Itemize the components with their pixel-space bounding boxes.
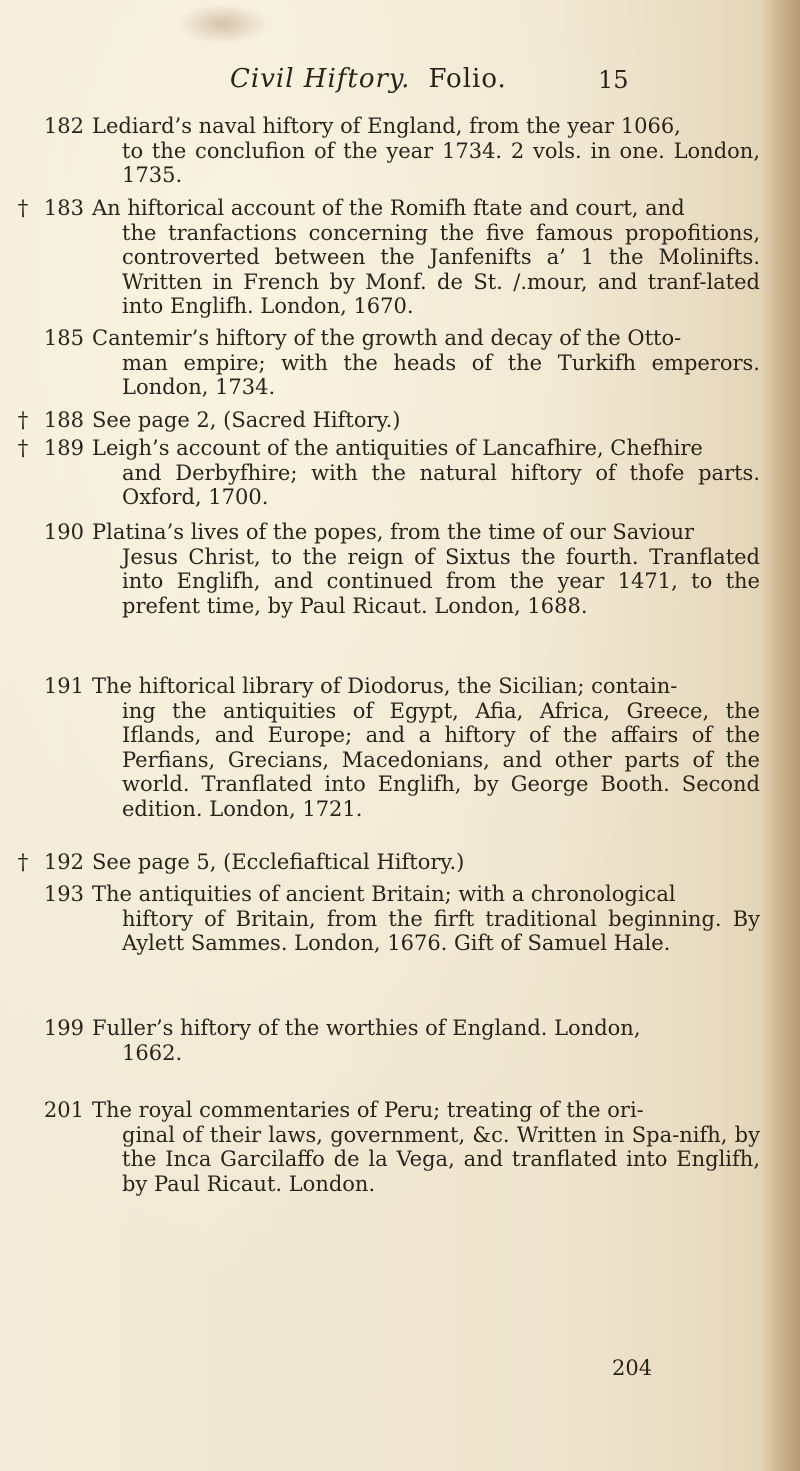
entry-mark: † [17,408,29,432]
page-edge-shadow [762,0,800,1471]
entry-number: 188 [43,408,84,432]
entry-text [92,674,760,821]
entry-text [92,114,760,188]
entry-first-line: Lediard’s naval hiftory of England, from the year 1066, [92,114,681,138]
entry-text [92,850,760,875]
catchword: 204 [612,1356,653,1380]
entry-first-line: See page 2, (Sacred Hiftory.) [92,408,401,432]
entry-first-line: Cantemir’s hiftory of the growth and decay of the Otto- [92,326,682,350]
entry-number: 199 [43,1016,84,1040]
entry-continuation: ginal of their laws, government, &c. Written in Spa-nifh, by the Inca Garcilaffo de la Vega, and tranflated into Englifh, by Paul Ricaut. London. [122,1122,760,1196]
entry-number: 185 [43,326,84,350]
entry-text [92,520,760,618]
entry-continuation: man empire; with the heads of the Turkifh emperors. London, 1734. [122,350,760,399]
entry-continuation: Jesus Christ, to the reign of Sixtus the fourth. Tranflated into Englifh, and continued from the year 1471, to the prefent time, by Paul Ricaut. London, 1688. [122,544,760,618]
entry-first-line: The royal commentaries of Peru; treating of the ori- [92,1098,644,1122]
entry-number: 190 [43,520,84,544]
entry-text [92,436,760,510]
entry-continuation: hiftory of Britain, from the firft traditional beginning. By Aylett Sammes. London, 1676. Gift of Samuel Hale. [122,906,760,955]
entry-text [92,1098,760,1196]
entry-first-line: Platina’s lives of the popes, from the time of our Saviour [92,520,695,544]
entry-mark: † [17,196,29,220]
entry-text [92,882,760,956]
entry-number: 192 [43,850,84,874]
entry-text [92,408,760,433]
entry-continuation: ing the antiquities of Egypt, Afia, Africa, Greece, the Iflands, and Europe; and a hiftory of the affairs of the Perfians, Grecians, Macedonians, and other parts of the world. Tranflated into Englifh, by George Booth. Second edition. London, 1721. [122,698,760,821]
entry-number: 183 [43,196,84,220]
entry-number: 182 [43,114,84,138]
running-header [230,64,570,100]
entry-mark: † [17,436,29,460]
header-page-number: 15 [598,66,629,94]
entry-text [92,326,760,400]
entry-number: 189 [43,436,84,460]
entry-number: 201 [43,1098,84,1122]
entry-first-line: An hiftorical account of the Romifh ftate and court, and [92,196,685,220]
entry-text [92,196,760,319]
header-title: Civil Hiftory. [230,64,411,94]
header-folio: Folio. [428,64,507,94]
entry-continuation: 1662. [122,1040,183,1065]
entry-continuation: and Derbyfhire; with the natural hiftory of thofe parts. Oxford, 1700. [122,460,760,509]
entry-mark: † [17,850,29,874]
entry-first-line: Fuller’s hiftory of the worthies of England. London, [92,1016,641,1040]
entry-number: 193 [43,882,84,906]
entry-number: 191 [43,674,84,698]
entry-first-line: The hiftorical library of Diodorus, the Sicilian; contain- [92,674,678,698]
entry-first-line: Leigh’s account of the antiquities of Lancafhire, Chefhire [92,436,703,460]
entry-continuation: to the conclufion of the year 1734. 2 vols. in one. London, 1735. [122,138,760,187]
entry-first-line: The antiquities of ancient Britain; with a chronological [92,882,676,906]
entry-continuation: the tranfactions concerning the five famous propofitions, controverted between the Janfenifts a’ 1 the Molinifts. Written in French by Monf. de St. /.mour, and tranf-lated into Englifh. London, 1670. [122,220,760,318]
page-stain [178,4,268,44]
entry-text [92,1016,760,1065]
entry-first-line: See page 5, (Ecclefiaftical Hiftory.) [92,850,465,874]
